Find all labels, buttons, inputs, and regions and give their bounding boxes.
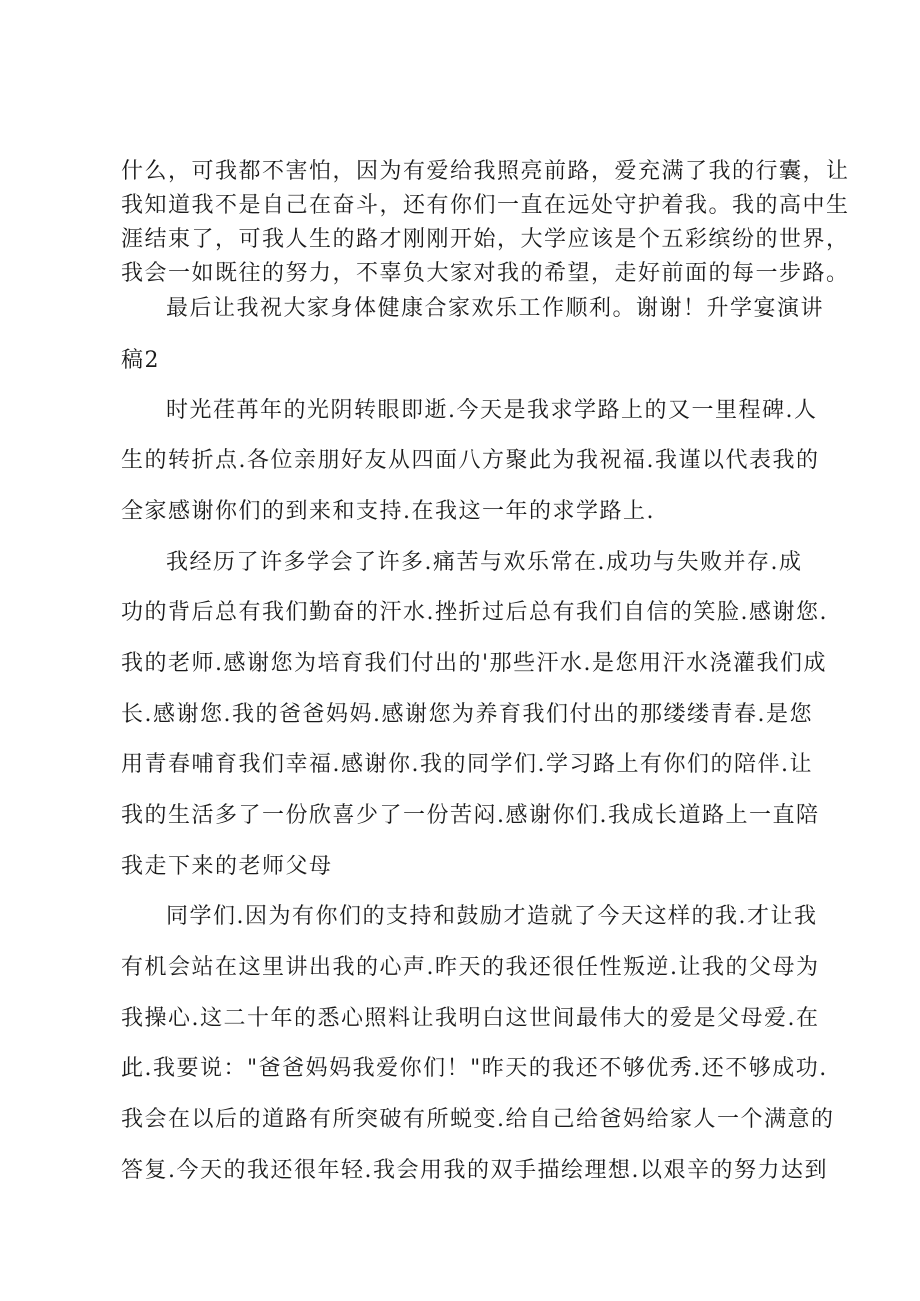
text-line: 什么，可我都不害怕，因为有爱给我照亮前路，爱充满了我的行囊，让 (121, 159, 850, 184)
paragraph-first-line: 我经历了许多学会了许多.痛苦与欢乐常在.成功与失败并存.成 (166, 550, 803, 575)
text-line: 此.我要说："爸爸妈妈我爱你们！"昨天的我还不够优秀.还不够成功. (121, 1056, 828, 1081)
text-line: 我知道我不是自己在奋斗，还有你们一直在远处守护着我。我的高中生 (121, 193, 850, 218)
text-line: 用青春哺育我们幸福.感谢你.我的同学们.学习路上有你们的陪伴.让 (121, 752, 813, 777)
paragraph-first-line: 最后让我祝大家身体健康合家欢乐工作顺利。谢谢！升学宴演讲 (166, 296, 825, 321)
text-line: 功的背后总有我们勤奋的汗水.挫折过后总有我们自信的笑脸.感谢您. (121, 600, 828, 625)
text-line: 生的转折点.各位亲朋好友从四面八方聚此为我祝福.我谨以代表我的 (121, 448, 820, 473)
text-line: 我操心.这二十年的悉心照料让我明白这世间最伟大的爱是父母爱.在 (121, 1006, 820, 1031)
text-line: 稿2 (121, 348, 160, 373)
text-line: 我会一如既往的努力，不辜负大家对我的希望，走好前面的每一步路。 (121, 261, 850, 286)
text-line: 我的老师.感谢您为培育我们付出的'那些汗水.是您用汗水浇灌我们成 (121, 651, 828, 676)
paragraph-first-line: 时光荏苒年的光阴转眼即逝.今天是我求学路上的又一里程碑.人 (166, 398, 818, 423)
text-line: 有机会站在这里讲出我的心声.昨天的我还很任性叛逆.让我的父母为 (121, 955, 820, 980)
text-line: 答复.今天的我还很年轻.我会用我的双手描绘理想.以艰辛的努力达到 (121, 1158, 828, 1183)
text-line: 涯结束了，可我人生的路才刚刚开始，大学应该是个五彩缤纷的世界， (121, 227, 850, 252)
paragraph-first-line: 同学们.因为有你们的支持和鼓励才造就了今天这样的我.才让我 (166, 904, 818, 929)
text-line: 我走下来的老师父母 (121, 854, 333, 879)
text-line: 我的生活多了一份欣喜少了一份苦闷.感谢你们.我成长道路上一直陪 (121, 803, 820, 828)
text-line: 长.感谢您.我的爸爸妈妈.感谢您为养育我们付出的那缕缕青春.是您 (121, 702, 813, 727)
text-line: 我会在以后的道路有所突破有所蜕变.给自己给爸妈给家人一个满意的 (121, 1107, 835, 1132)
text-line: 全家感谢你们的到来和支持.在我这一年的求学路上. (121, 499, 655, 524)
